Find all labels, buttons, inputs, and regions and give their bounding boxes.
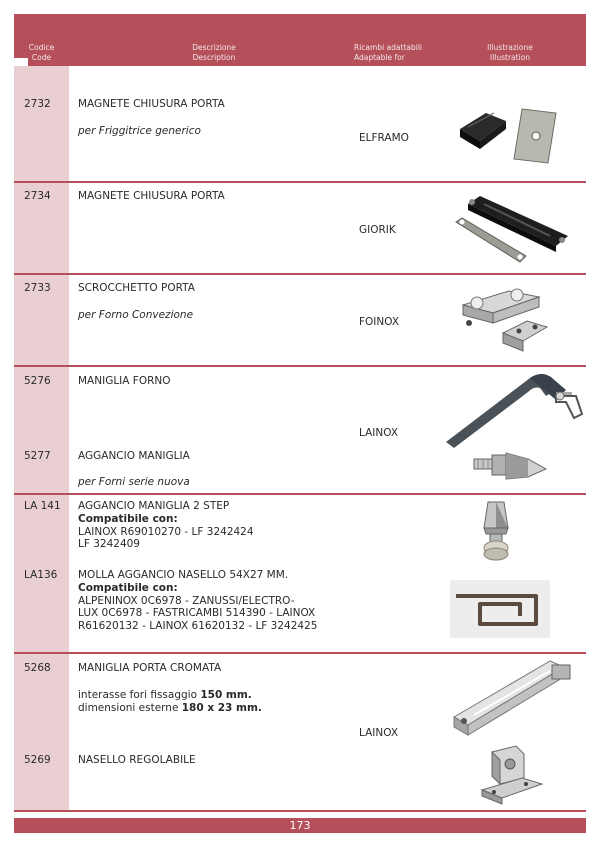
compat-label: Compatibile con:	[78, 582, 178, 594]
row-separator	[14, 181, 586, 183]
item-brand: LAINOX	[359, 727, 399, 739]
item-title: NASELLO REGOLABILE	[78, 754, 196, 766]
page-number: 173	[289, 819, 311, 832]
header-illus-en: Illustration	[489, 53, 531, 62]
compat-line: LUX 0C6978 - FASTRICAMBI 514390 - LAINOX	[78, 607, 316, 619]
header-description	[154, 43, 274, 63]
header-illus-it: Illustrazione	[487, 43, 533, 52]
item-brand: GIORIK	[359, 224, 396, 236]
item-code: 5269	[24, 754, 51, 766]
item-note: per Friggitrice generico	[78, 125, 201, 137]
header-desc-it: Descrizione	[192, 43, 236, 52]
chrome-door-handle-image	[446, 655, 578, 741]
item-brand: LAINOX	[359, 427, 399, 439]
row-separator	[14, 273, 586, 275]
oven-handle-image	[438, 366, 584, 450]
item-brand: FOINOX	[359, 316, 400, 328]
item-title: MOLLA AGGANCIO NASELLO 54X27 MM.	[78, 569, 289, 581]
item-code: 5268	[24, 662, 51, 674]
item-code: 2734	[24, 190, 51, 202]
item-brand: ELFRAMO	[359, 132, 409, 144]
header-spare-it: Ricambi adattabili	[354, 43, 422, 52]
table-header	[14, 14, 586, 66]
page-footer	[14, 818, 586, 833]
row-separator	[14, 810, 586, 812]
item-code: 2733	[24, 282, 51, 294]
item-code: 2732	[24, 98, 51, 110]
spec-text: dimensioni esterne	[78, 702, 179, 714]
compat-line: LAINOX R69010270 - LF 3242424	[78, 525, 254, 538]
item-spec-line	[78, 689, 252, 702]
header-desc-en: Description	[192, 53, 236, 62]
header-adaptable	[354, 43, 424, 63]
item-title: AGGANCIO MANIGLIA	[78, 450, 190, 462]
door-magnet-image	[456, 105, 562, 167]
two-step-hook-image	[476, 498, 522, 564]
item-code: LA136	[24, 569, 58, 581]
adjustable-latch-image	[478, 744, 546, 808]
door-catch-image	[455, 283, 555, 357]
item-title: MANIGLIA PORTA CROMATA	[78, 662, 222, 674]
item-compat-block	[78, 513, 348, 551]
spec-text: interasse fori fissaggio	[78, 689, 197, 701]
item-spec-line	[78, 702, 262, 715]
spring-clip-image	[450, 580, 550, 638]
compat-line: R61620132 - LAINOX 61620132 - LF 3242425	[78, 619, 318, 632]
item-title: MANIGLIA FORNO	[78, 375, 171, 387]
item-title: AGGANCIO MANIGLIA 2 STEP	[78, 500, 230, 512]
row-separator	[14, 493, 586, 495]
header-illustration	[470, 43, 550, 63]
compat-line: LF 3242409	[78, 538, 140, 550]
compat-label: Compatibile con:	[78, 513, 178, 525]
header-spare-en: Adaptable for	[354, 53, 405, 62]
item-note: per Forni serie nuova	[78, 476, 190, 488]
compat-line: ALPENINOX 0C6978 - ZANUSSI/ELECTRO-	[78, 594, 295, 607]
item-title: SCROCCHETTO PORTA	[78, 282, 195, 294]
handle-hook-image	[470, 447, 550, 485]
door-magnet-strip-image	[450, 190, 570, 266]
item-title: MAGNETE CHIUSURA PORTA	[78, 98, 225, 110]
spec-value: 150 mm.	[200, 689, 252, 701]
header-code	[14, 43, 69, 63]
item-title: MAGNETE CHIUSURA PORTA	[78, 190, 225, 202]
item-code: LA 141	[24, 500, 61, 512]
code-column	[14, 66, 69, 811]
row-separator	[14, 652, 586, 654]
item-compat-block	[78, 582, 348, 632]
item-note: per Forno Convezione	[78, 309, 194, 321]
header-code-en: Code	[31, 53, 52, 62]
item-code: 5276	[24, 375, 51, 387]
item-code: 5277	[24, 450, 51, 462]
header-code-it: Codice	[28, 43, 55, 52]
spec-value: 180 x 23 mm.	[181, 702, 262, 714]
